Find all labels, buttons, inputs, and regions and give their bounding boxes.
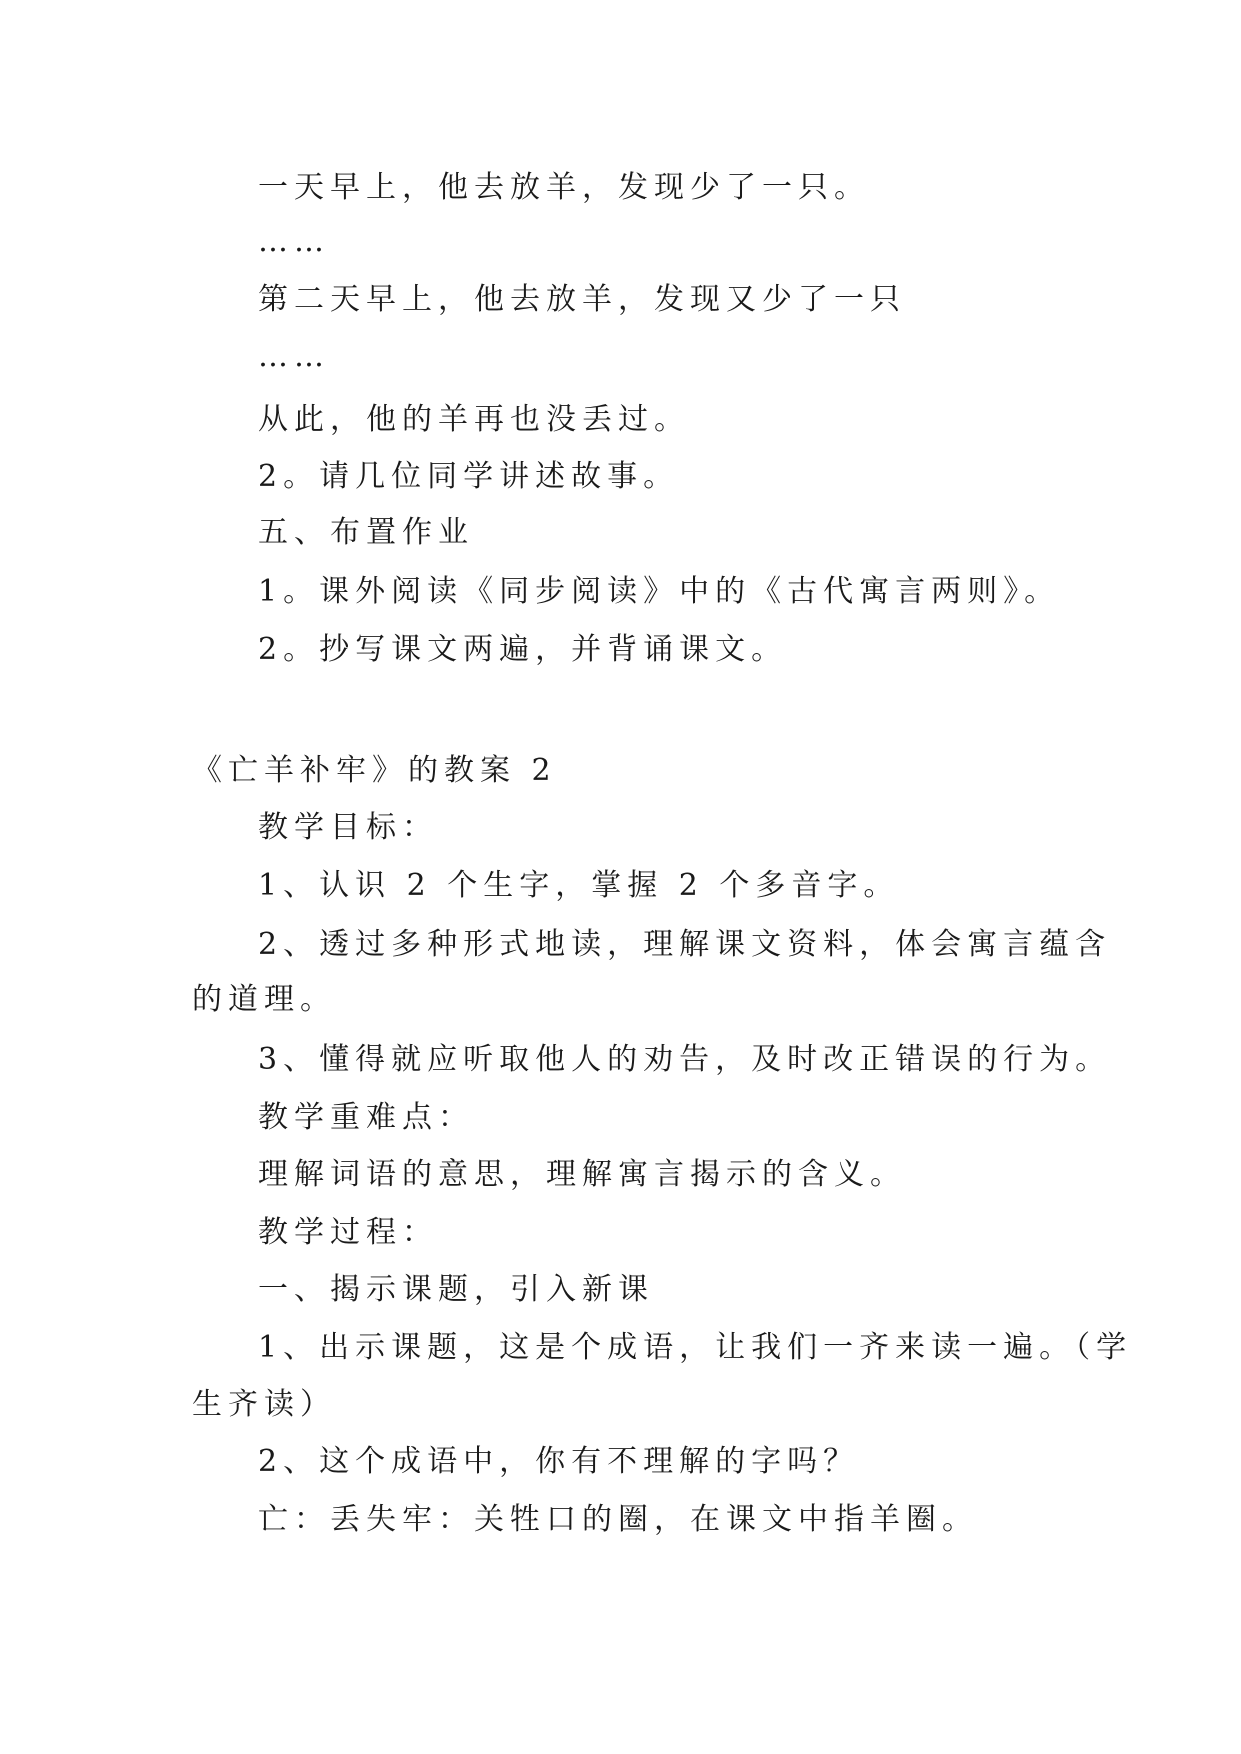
paragraph: 1、认识 2 个生字，掌握 2 个多音字。: [258, 868, 900, 903]
paragraph-continuation: 生齐读）: [192, 1387, 336, 1422]
paragraph: 1。课外阅读《同步阅读》中的《古代寓言两则》。: [258, 574, 1061, 609]
paragraph-continuation: 的道理。: [192, 982, 336, 1017]
paragraph: 3、懂得就应听取他人的劝告，及时改正错误的行为。: [258, 1042, 1112, 1077]
paragraph: 2。抄写课文两遍，并背诵课文。: [258, 632, 788, 667]
paragraph: 2、这个成语中，你有不理解的字吗？: [258, 1444, 860, 1479]
ellipsis: ……: [258, 339, 330, 374]
paragraph: 从此，他的羊再也没丢过。: [258, 402, 690, 437]
ellipsis: ……: [258, 224, 330, 259]
section-heading: 五、布置作业: [258, 515, 474, 550]
paragraph: 第二天早上，他去放羊，发现又少了一只: [258, 282, 906, 317]
paragraph: 亡：丢失牢：关牲口的圈，在课文中指羊圈。: [258, 1502, 978, 1537]
document-title: 《亡羊补牢》的教案 2: [192, 753, 557, 788]
paragraph: 2。请几位同学讲述故事。: [258, 459, 680, 494]
section-heading: 教学重难点：: [258, 1100, 474, 1135]
paragraph: 2、透过多种形式地读，理解课文资料，体会寓言蕴含: [258, 927, 1112, 962]
paragraph: 1、出示课题，这是个成语，让我们一齐来读一遍。（学: [258, 1330, 1133, 1365]
section-heading: 教学过程：: [258, 1215, 438, 1250]
paragraph: 理解词语的意思，理解寓言揭示的含义。: [258, 1157, 906, 1192]
section-heading: 教学目标：: [258, 810, 438, 845]
paragraph: 一天早上，他去放羊，发现少了一只。: [258, 170, 870, 205]
section-heading: 一、揭示课题，引入新课: [258, 1272, 654, 1307]
